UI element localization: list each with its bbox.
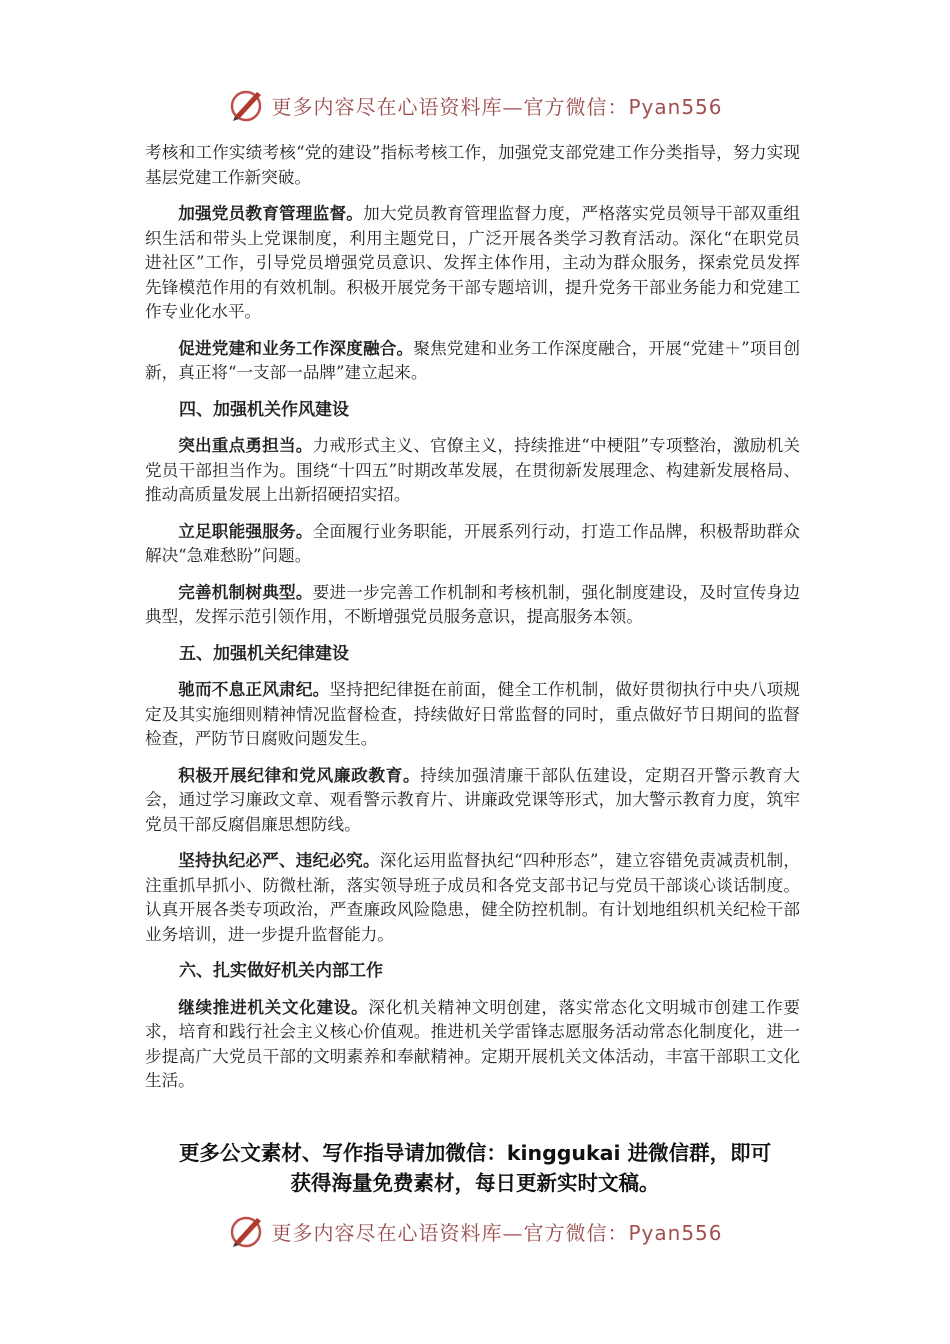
paragraph: 继续推进机关文化建设。深化机关精神文明创建，落实常态化文明城市创建工作要求，培育和践行社会主义核心价值观。推进机关学雷锋志愿服务活动常态化制度化，进一步提高广大党员干部的文明素养和奉献精神。定期开展机关文体活动，丰富干部职工文化生活。 <box>145 997 801 1090</box>
paragraph: 驰而不息正风肃纪。坚持把纪律挺在前面，健全工作机制，做好贯彻执行中央八项规定及其实施细则精神情况监督检查，持续做好日常监督的同时，重点做好节日期间的监督检查，严防节日腐败问题发生。 <box>145 680 801 748</box>
footer-watermark-text: 更多内容尽在心语资料库—官方微信：Pyan556 <box>271 1220 723 1245</box>
footer-watermark <box>0 1212 950 1250</box>
paragraph: 坚持执纪必严、违纪必究。深化运用监督执纪“四种形态”，建立容错免责减责机制，注重抓早抓小、防微杜渐，落实领导班子成员和各党支部书记与党员干部谈心谈话制度。认真开展各类专项政治，严查廉政风险隐患，健全防控机制。有计划地组织机关纪检干部业务培训，进一步提升监督能力。 <box>145 851 800 944</box>
paragraph: 促进党建和业务工作深度融合。聚焦党建和业务工作深度融合，开展“党建＋”项目创新，真正将“一支部一品牌”建立起来。 <box>145 338 800 382</box>
paragraph: 立足职能强服务。全面履行业务职能，开展系列行动，打造工作品牌，积极帮助群众解决“急难愁盼”问题。 <box>145 521 801 565</box>
header-watermark <box>0 86 950 124</box>
pen-logo-icon <box>227 1212 267 1250</box>
section-heading: 五、加强机关纪律建设 <box>179 643 349 664</box>
paragraph: 完善机制树典型。要进一步完善工作机制和考核机制，强化制度建设，及时宣传身边典型，发挥示范引领作用，不断增强党员服务意识，提高服务本领。 <box>145 582 801 626</box>
section-heading: 四、加强机关作风建设 <box>179 399 349 420</box>
paragraph: 积极开展纪律和党风廉政教育。持续加强清廉干部队伍建设，定期召开警示教育大会，通过学习廉政文章、观看警示教育片、讲廉政党课等形式，加大警示教育力度，筑牢党员干部反腐倡廉思想防线。 <box>145 765 801 834</box>
promo-line: 获得海量免费素材，每日更新实时文稿。 <box>290 1171 660 1195</box>
header-watermark-text: 更多内容尽在心语资料库—官方微信：Pyan556 <box>271 94 723 119</box>
pen-logo-icon <box>227 86 267 124</box>
paragraph: 加强党员教育管理监督。加大党员教育管理监督力度，严格落实党员领导干部双重组织生活和带头上党课制度，利用主题党日，广泛开展各类学习教育活动。深化“在职党员进社区”工作，引导党员增强党员意识、发挥主体作用，主动为群众服务，探索党员发挥先锋模范作用的有效机制。积极开展党务干部专题培训，提升党务干部业务能力和党建工作专业化水平。 <box>145 204 801 321</box>
promo-notice <box>120 1138 830 1198</box>
document-body <box>145 141 800 1094</box>
section-heading: 六、扎实做好机关内部工作 <box>179 961 383 981</box>
promo-line: 更多公文素材、写作指导请加微信：kinggukai 进微信群，即可 <box>178 1141 772 1165</box>
paragraph: 考核和工作实绩考核“党的建设”指标考核工作，加强党支部党建工作分类指导，努力实现基层党建工作新突破。 <box>145 143 800 187</box>
paragraph: 突出重点勇担当。力戒形式主义、官僚主义，持续推进“中梗阻”专项整治，激励机关党员干部担当作为。围绕“十四五”时期改革发展，在贯彻新发展理念、构建新发展格局、推动高质量发展上出新招硬招实招。 <box>145 436 801 504</box>
